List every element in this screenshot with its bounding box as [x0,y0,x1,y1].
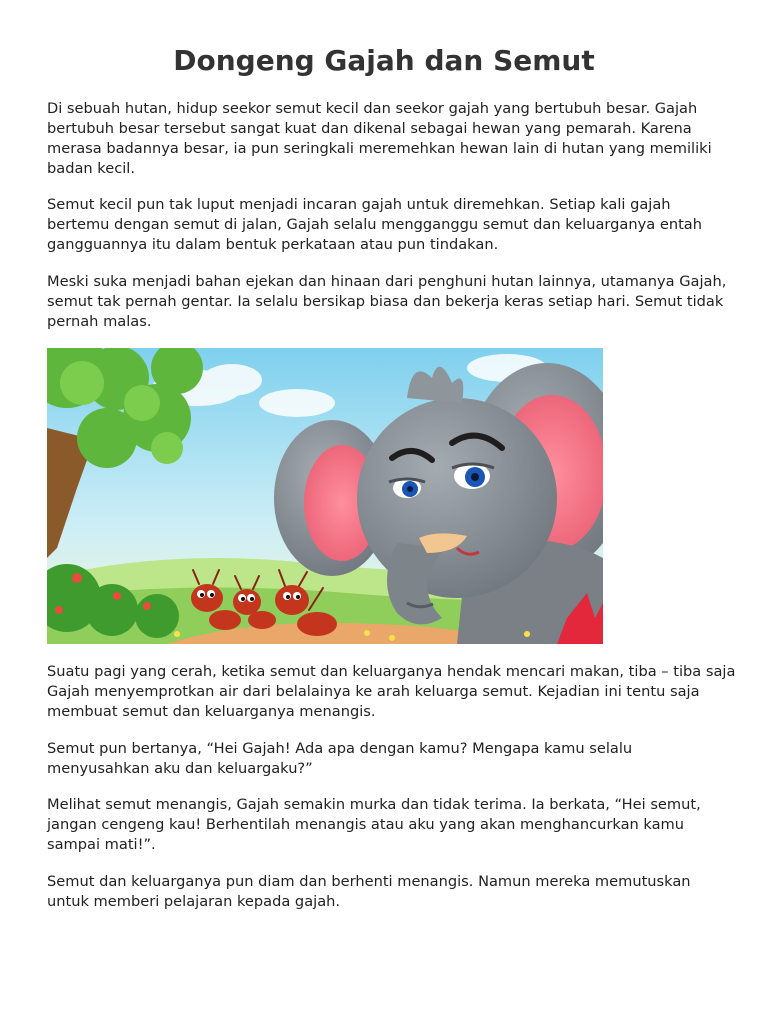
paragraph-6: Melihat semut menangis, Gajah semakin murka dan tidak terima. Ia berkata, “Hei semut, jangan cengeng kau! Berhentilah menangis atau aku yang akan menghancurkan kamu sampai mati!”. [47,796,701,853]
paragraph-3: Meski suka menjadi bahan ejekan dan hinaan dari penghuni hutan lainnya, utamanya Gajah, semut tak pernah gentar. Ia selalu bersikap biasa dan bekerja keras setiap hari. Semut tidak pernah malas. [47,273,727,330]
story-illustration [47,348,603,644]
paragraph-7: Semut dan keluarganya pun diam dan berhenti menangis. Namun mereka memutuskan untuk memberi pelajaran kepada gajah. [47,873,691,910]
paragraph-1: Di sebuah hutan, hidup seekor semut kecil dan seekor gajah yang bertubuh besar. Gajah bertubuh besar tersebut sangat kuat dan dikenal sebagai hewan yang pemarah. Karena merasa badannya besar, ia pun seringkali meremehkan hewan lain di hutan yang memiliki badan kecil. [47,100,712,177]
paragraph-2: Semut kecil pun tak luput menjadi incaran gajah untuk diremehkan. Setiap kali gajah bertemu dengan semut di jalan, Gajah selalu mengganggu semut dan keluarganya entah gangguannya itu dalam bentuk perkataan atau pun tindakan. [47,196,702,253]
paragraph-5: Semut pun bertanya, “Hei Gajah! Ada apa dengan kamu? Mengapa kamu selalu menyusahkan aku dan keluargaku?” [47,740,633,777]
elephant-and-ants-picture [47,348,603,644]
paragraph-4: Suatu pagi yang cerah, ketika semut dan keluarganya hendak mencari makan, tiba – tiba saja Gajah menyemprotkan air dari belalainya ke arah keluarga semut. Kejadian ini tentu saja membuat semut dan keluarganya menangis. [47,663,736,720]
page-title: Dongeng Gajah dan Semut [173,44,595,77]
